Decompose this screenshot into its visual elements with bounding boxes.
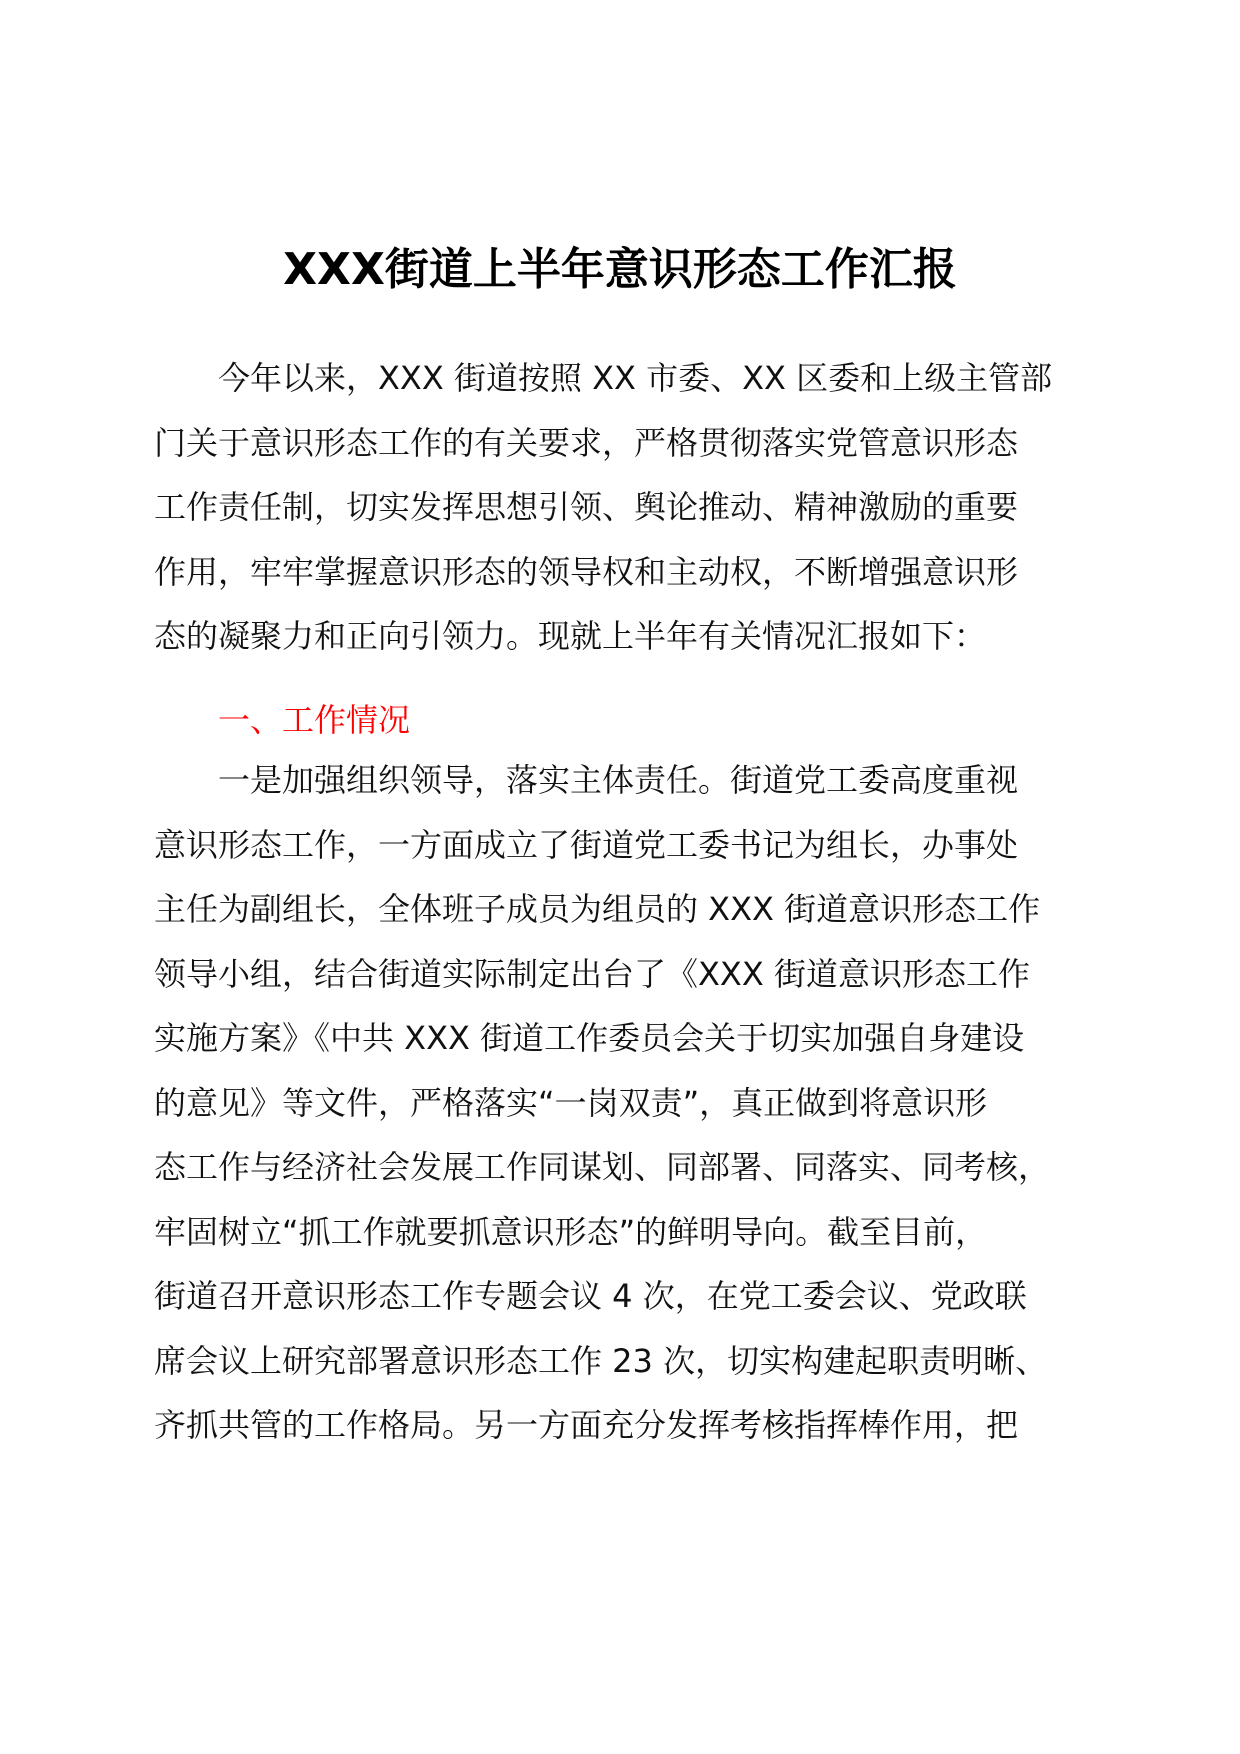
paragraph-line: 今年以来，XXX 街道按照 XX 市委、XX 区委和上级主管部 (218, 359, 1053, 397)
paragraph-line: 齐抓共管的工作格局。另一方面充分发挥考核指挥棒作用，把 (154, 1406, 1019, 1444)
paragraph-line: 牢固树立“抓工作就要抓意识形态”的鲜明导向。截至目前， (154, 1212, 988, 1251)
paragraph-line: 意识形态工作，一方面成立了街道党工委书记为组长，办事处 (154, 825, 1019, 864)
paragraph-line: 态的凝聚力和正向引领力。现就上半年有关情况汇报如下： (154, 617, 987, 655)
intro-paragraph (154, 346, 1094, 669)
paragraph-line: 一是加强组织领导，落实主体责任。街道党工委高度重视 (218, 761, 1019, 799)
paragraph-line: 作用，牢牢掌握意识形态的领导权和主动权，不断增强意识形 (154, 552, 1019, 591)
paragraph-line: 实施方案》《中共 XXX 街道工作委员会关于切实加强自身建设 (154, 1019, 1025, 1057)
paragraph-line: 主任为副组长，全体班子成员为组员的 XXX 街道意识形态工作 (154, 890, 1041, 928)
work-situation-paragraph (154, 748, 1094, 1458)
section-heading: 一、工作情况 (218, 701, 411, 739)
paragraph-line: 门关于意识形态工作的有关要求，严格贯彻落实党管意识形态 (154, 423, 1019, 462)
paragraph-line: 的意见》等文件，严格落实“一岗双责”，真正做到将意识形 (154, 1083, 988, 1122)
paragraph-line: 席会议上研究部署意识形态工作 23 次，切实构建起职责明晰、 (154, 1341, 1048, 1380)
paragraph-line: 领导小组，结合街道实际制定出台了《XXX 街道意识形态工作 (154, 954, 1030, 993)
paragraph-line: 态工作与经济社会发展工作同谋划、同部署、同落实、同考核， (154, 1148, 1051, 1186)
document-title: XXX街道上半年意识形态工作汇报 (283, 244, 957, 295)
paragraph-line: 工作责任制，切实发挥思想引领、舆论推动、精神激励的重要 (154, 488, 1019, 526)
paragraph-line: 街道召开意识形态工作专题会议 4 次，在党工委会议、党政联 (154, 1277, 1027, 1315)
